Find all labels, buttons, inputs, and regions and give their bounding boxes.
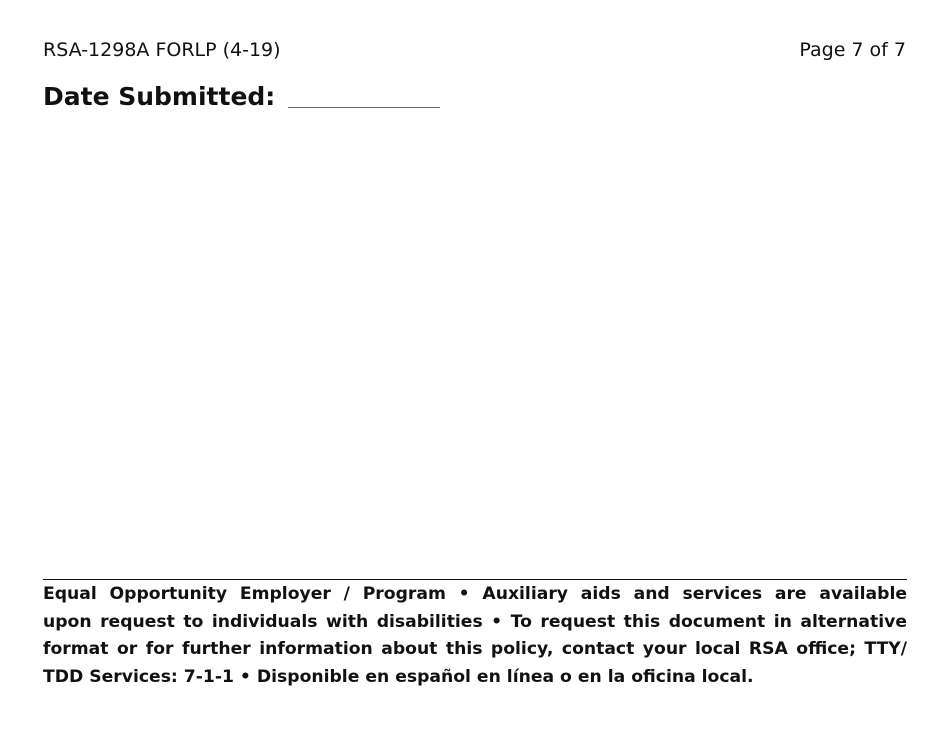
footer-line: format or for further information about this policy, contact your local RSA office; TTY/ <box>43 639 907 659</box>
date-submitted-row <box>43 82 440 112</box>
footer-line: upon request to individuals with disabilities • To request this document in alternative <box>43 611 907 632</box>
footer-notice <box>43 581 907 691</box>
footer-line: TDD Services: 7-1-1 • Disponible en español en línea o en la oficina local. <box>43 666 754 687</box>
date-submitted-field[interactable] <box>288 85 440 108</box>
form-code: RSA-1298A FORLP (4-19) <box>43 39 281 61</box>
footer-divider <box>43 579 907 580</box>
page-number: Page 7 of 7 <box>799 39 906 61</box>
date-submitted-label: Date Submitted: <box>43 82 276 111</box>
footer-line: Equal Opportunity Employer / Program • Auxiliary aids and services are available <box>43 584 907 604</box>
